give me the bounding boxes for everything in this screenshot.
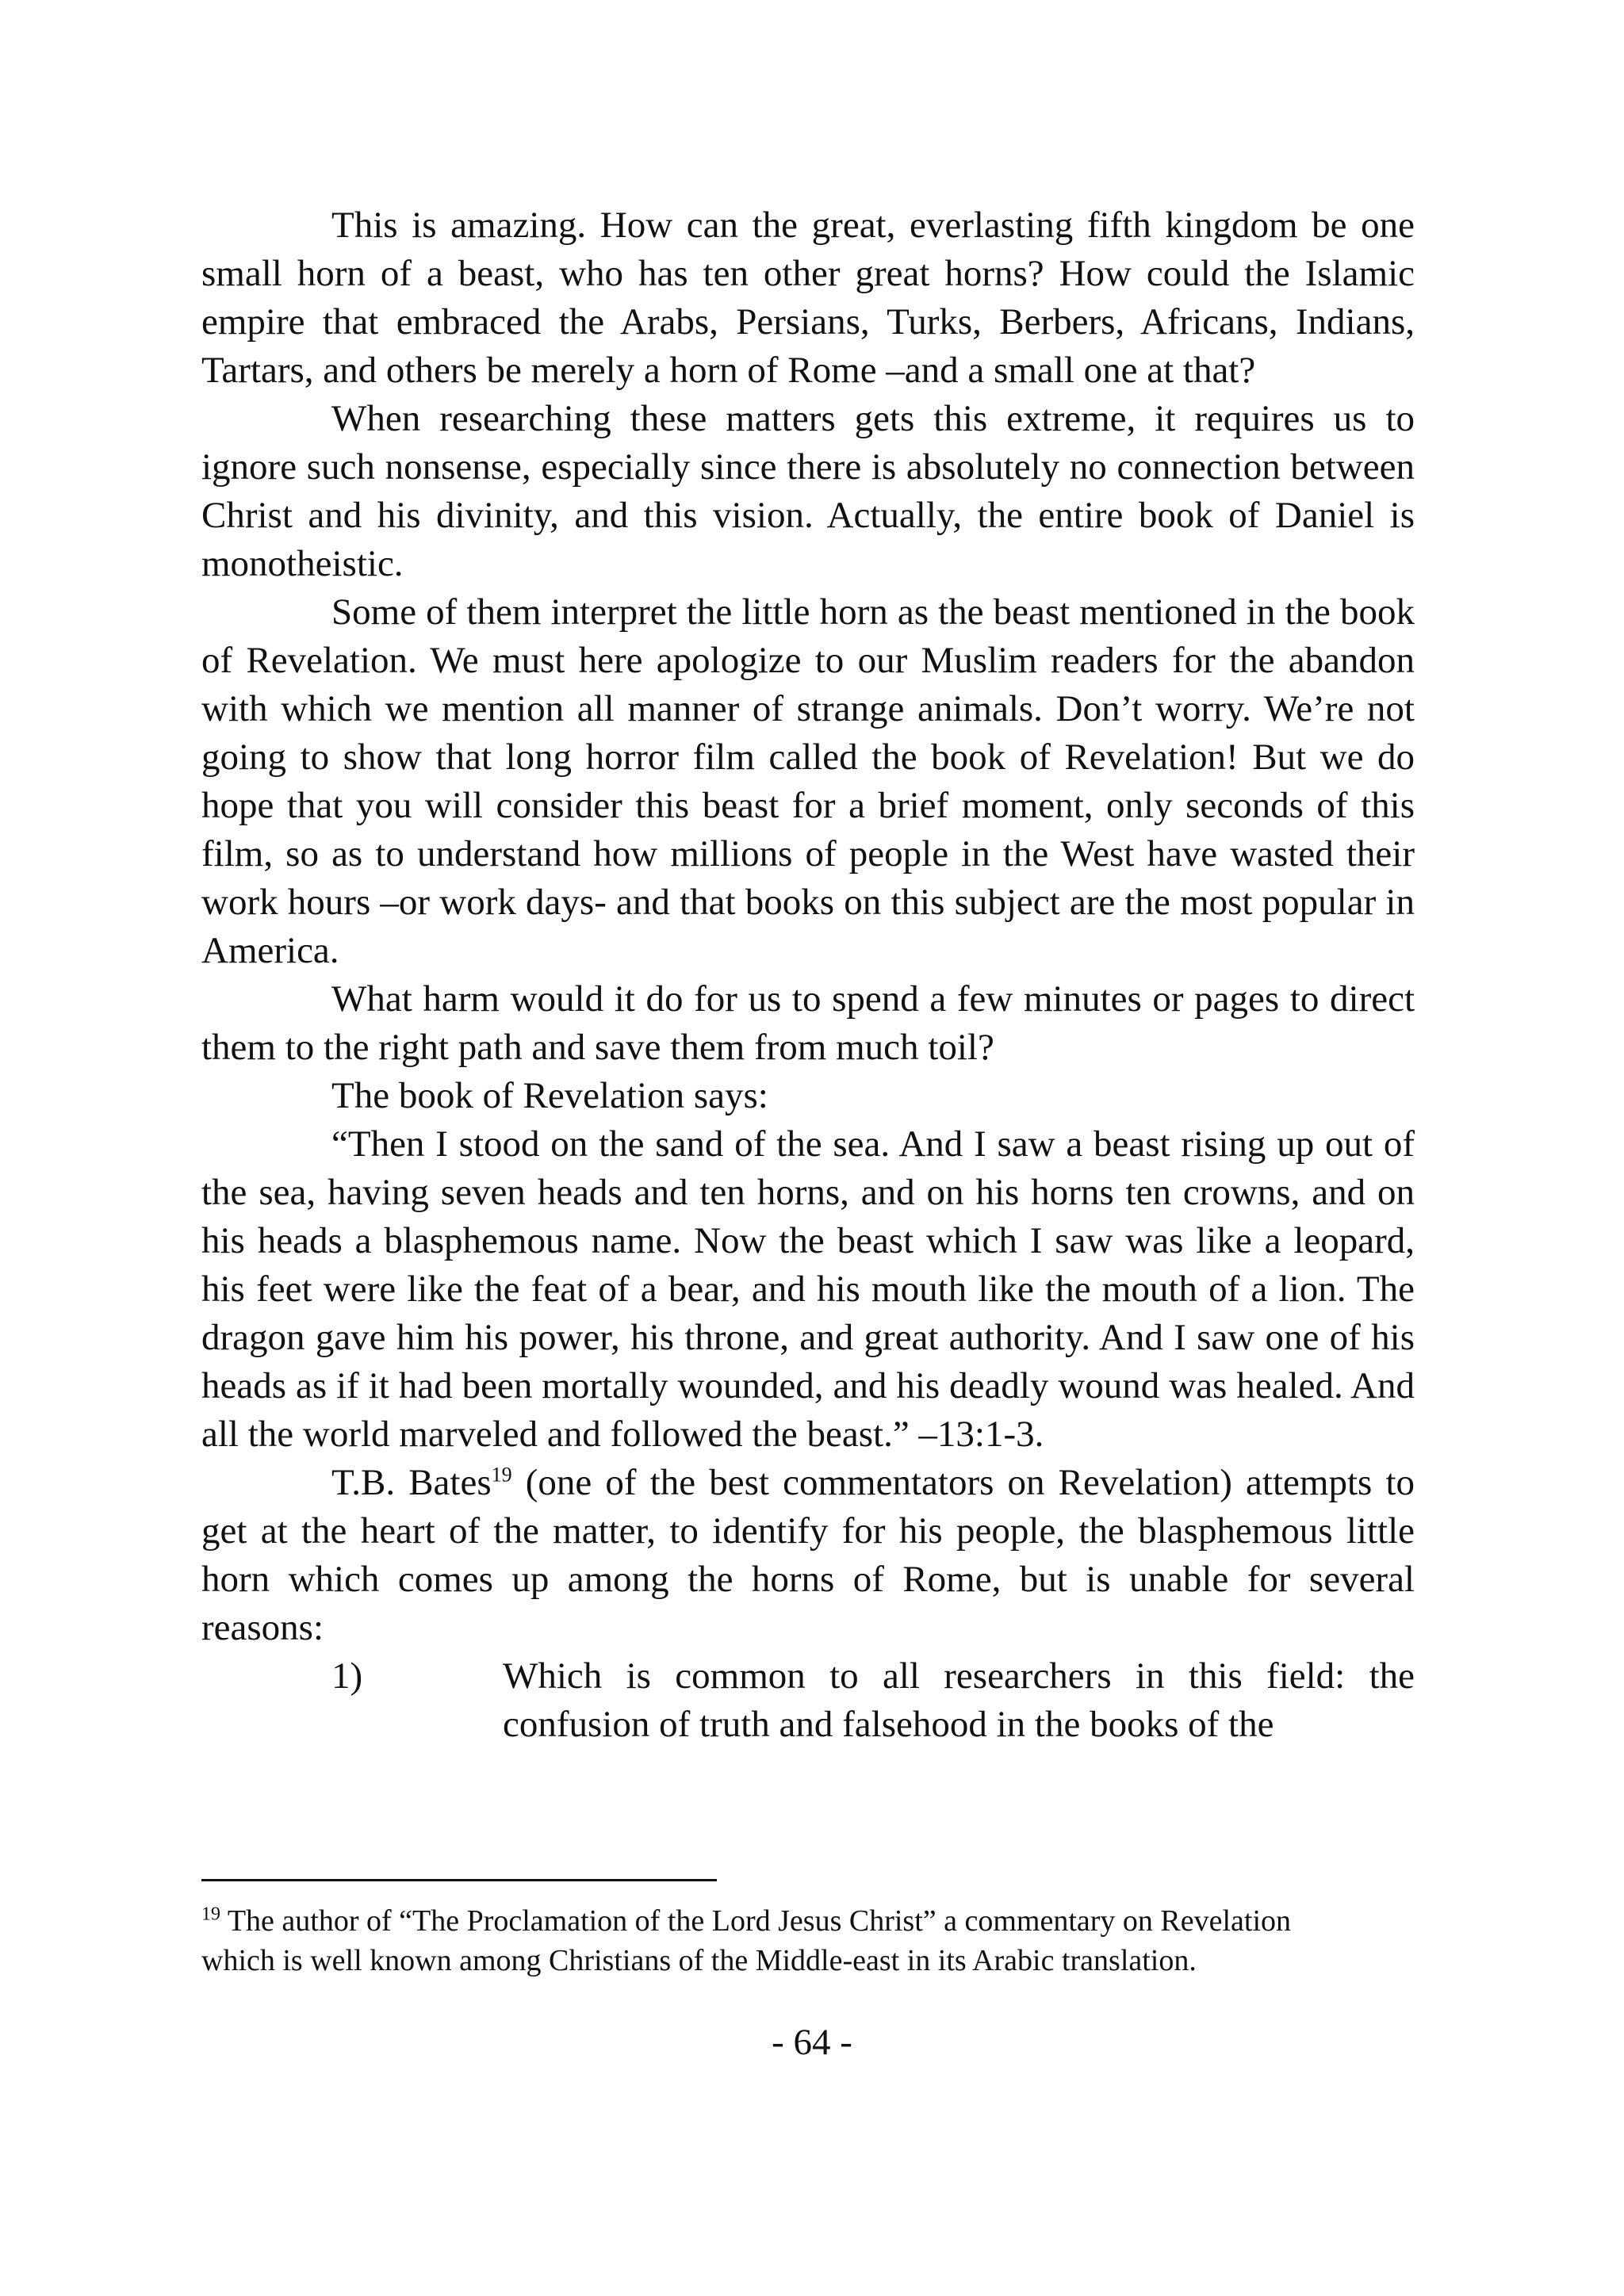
- bates-name: T.B. Bates: [331, 1462, 492, 1503]
- paragraph-fifth-kingdom: This is amazing. How can the great, everlasting fifth kingdom be one small horn of a beast, who has ten other great horns? How could the Islamic empire that embraced the Arabs, Persians, Turks, Berbers, Africans, Indians, Tartars, and others be merely a horn of Rome –and a small one at that?: [201, 205, 1415, 391]
- paragraph-revelation-quote: “Then I stood on the sand of the sea. And I saw a beast rising up out of the sea, having seven heads and ten horns, and on his horns ten crowns, and on his heads a blasphemous name. Now the beast which I saw was like a leopard, his feet were like the feat of a bear, and his mouth like the mouth of a lion. The dragon gave him his power, his throne, and great authority. And I saw one of his heads as if it had been mortally wounded, and his deadly wound was healed. And all the world marveled and followed the beast.” –13:1-3.: [201, 1123, 1415, 1455]
- page-number: - 64 -: [772, 2022, 852, 2063]
- paragraph-bates: [201, 1459, 1415, 1652]
- footnote: [201, 1901, 1343, 1980]
- paragraph-little-horn-beast: Some of them interpret the little horn as the beast mentioned in the book of Revelation. We must here apologize to our Muslim readers for the abandon with which we mention all manner of strange animals. Don’t worry. We’re not going to show that long horror film called the book of Revelation! But we do hope that you will consider this beast for a brief moment, only seconds of this film, so as to understand how millions of people in the West have wasted their work hours –or work days- and that books on this subject are the most popular in America.: [201, 591, 1415, 971]
- body-text: [201, 201, 1415, 1749]
- list-item-text: Which is common to all researchers in this field: the confusion of truth and falsehood in the books of the: [503, 1655, 1415, 1745]
- paragraph-ignore-nonsense: When researching these matters gets this extreme, it requires us to ignore such nonsense, especially since there is absolutely no connection between Christ and his divinity, and this vision. Actually, the entire book of Daniel is monotheistic.: [201, 398, 1415, 584]
- footnote-divider: [201, 1879, 717, 1881]
- footnote-text: The author of “The Proclamation of the Lord Jesus Christ” a commentary on Revelation which is well known among Christians of the Middle-east in its Arabic translation.: [201, 1904, 1292, 1977]
- footnote-reference: 19: [491, 1463, 512, 1487]
- numbered-list-item: [201, 1652, 1415, 1749]
- bates-paragraph-text: (one of the best commentators on Revelation) attempts to get at the heart of the matter, to identify for his people, the blasphemous little horn which comes up among the horns of Rome, but is unable for several reasons:: [201, 1462, 1415, 1648]
- list-item-number: 1): [331, 1655, 363, 1697]
- paragraph-revelation-says: The book of Revelation says:: [331, 1075, 768, 1116]
- footnote-marker: 19: [201, 1904, 220, 1925]
- paragraph-what-harm: What harm would it do for us to spend a few minutes or pages to direct them to the right path and save them from much toil?: [201, 978, 1415, 1068]
